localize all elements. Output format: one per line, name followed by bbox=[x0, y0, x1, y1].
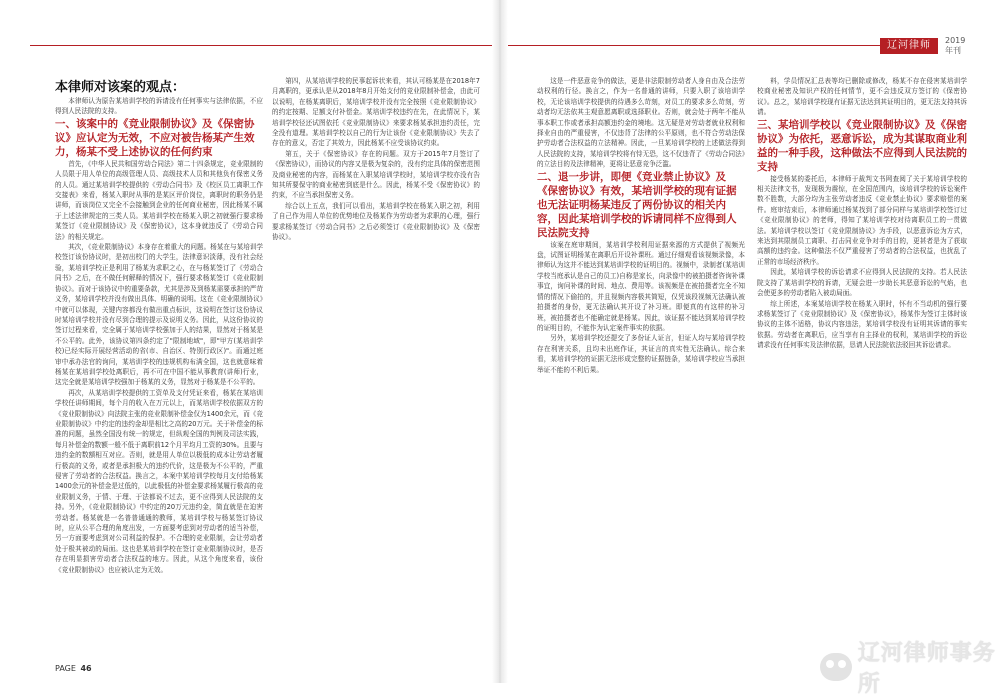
paragraph: 料，学员情况汇总表等均已删除或修改，杨某不存在侵害某培训学校商业秘密及知识产权的任何情节，更不会违反双方签订的《保密协议》。总之，某培训学校现有证据无法达到其证明目的，更无法支持其诉请。 bbox=[757, 77, 967, 117]
column-3 bbox=[537, 76, 745, 658]
column-4 bbox=[757, 76, 967, 628]
paragraph: 其次，《竞业限制协议》本身存在着重大的问题。杨某在与某培训学校签订该份协议时，是初出校门的大学生，法律意识淡薄，没有社会经验，某培训学校正是利用了杨某为求职之心，在与杨某签订了《劳动合同书》之后，在不做任何解释的情况下，强行要求杨某签订《竞业限制协议》。而对于该协议中的重要条款，尤其是涉及到杨某需要承担的严苛义务，某培训学校并没有做出具体、明确的说明。这在《竞业限制协议》中就可以体现，关键内容都没有做出重点标识，这说明在签订这份协议时某培训学校并没有尽到合理的提示及说明义务。因此，从这份协议的签订过程来看，完全属于某培训学校强加于人的结果，显然对于杨某是不公平的。此外，该协议第四条约定了"限制地域"，即"甲方(某培训学校)已经实际开展经营活动的省(市、自治区、特别行政区)"。而通过庭审中承办法官的询问，某培训学校的违规机构布满全国，这也就意味着杨某在某培训学校处离职后，再不可在中国不能从事教育(讲师)行业，这完全就是某培训学校强加于杨某的义务，显然对于杨某是不公平的。 bbox=[55, 243, 263, 387]
issue-label bbox=[945, 36, 965, 56]
page-number bbox=[55, 664, 92, 673]
page-label: PAGE bbox=[55, 664, 76, 673]
paragraph: 因此，某培训学校的诉讼请求不应得到人民法院的支持。若人民法院支持了某培训学校的诉请，无疑会进一步助长其恶意诉讼的气焰，也会使更多的劳动者陷入被动局面。 bbox=[757, 268, 967, 298]
intro-paragraph: 本律师认为原告某培训学校的诉请没有任何事实与法律依据，不应得到人民法院的支持。 bbox=[55, 97, 263, 116]
header-rule-right bbox=[508, 45, 888, 46]
magazine-logo: 辽河律师 bbox=[880, 38, 938, 54]
watermark-text: 辽河律师事务所 bbox=[857, 641, 996, 697]
page-gutter bbox=[492, 0, 508, 683]
watermark bbox=[820, 636, 1000, 698]
paragraph: 另外，某培训学校还提交了多份证人证言，但证人均与某培训学校存在利害关系，且均未出庭作证，其证言的真实性无法确认。综合来看，某培训学校的证据无法形成完整的证据链条，某培训学校应当承担举证不能的不利后果。 bbox=[537, 334, 745, 374]
paragraph: 这是一件恶意竞争的做法，更是非法限制劳动者人身自由及合法劳动权利的行径。换言之，作为一名普通的讲师，只要入职了该培训学校，无论该培训学校提供的待遇多么苛刻，对员工的要求多么苛刻，劳动者均无法依其主观意愿离职或选择职业。否则，就会处于两年不能从事本职工作或者承担高额违约金的境地。这无疑是对劳动者就业权利和择业自由的严重侵害，不仅违背了法律的公平原则，也不符合劳动法保护劳动者合法权益的立法精神。因此，一旦某培训学校的上述做法得到人民法院的支持，某培训学校将有恃无恐，这不仅违背了《劳动合同法》的立法目的及法律精神，更将让恶意竞争泛滥。 bbox=[537, 77, 745, 169]
paragraph: 接受杨某的委托后，本律师于裁判文书网查阅了关于某培训学校的相关法律文书，发现极为震惊，在全国范围内，该培训学校的诉讼案件数不胜数，大部分均为主张劳动者违反《竞业禁止协议》要求赔偿的案件。庭审结束后，本律师通过杨某找到了部分同样与某培训学校签订过《竞业限制协议》的老师，得知了某培训学校对待离职员工的一贯做法。某培训学校以签订《竞业限制协议》为手段，以恶意诉讼为方式，来达到其限制员工离职、打击同业竞争对手的目的，更甚者是为了获取高额的违约金。这种做法不仅严重侵害了劳动者的合法权益，也扰乱了正常的市场经济秩序。 bbox=[757, 174, 967, 266]
column-1 bbox=[55, 96, 263, 658]
paragraph: 第四，从某培训学校的民事起诉状来看，其认可杨某是在2018年7月离职的，更承认是从2018年8月开始支付的竞业限制补偿金，由此可以说明，在杨某离职后，某培训学校并没有完全按照《竞业限制协议》的约定按期、足额支付补偿金。某培训学校违约在先，在此情况下，某培训学校径还试图依托《竞业限制协议》来要求杨某承担违约责任，完全没有道理。某培训学校以自己的行为让该份《竞业限制协议》失去了存在的意义，否定了其效力，因此杨某不应受该协议约束。 bbox=[272, 77, 480, 148]
paragraph: 第五，关于《保密协议》存在的问题。双方于2015年7月签订了《保密协议》，而协议的内容又是极为复杂的，没有约定具体的保密范围及商业秘密的内容，而杨某在入职某培训学校时，某培训学校亦没有告知其所要保守的商业秘密到底是什么。因此，杨某不受《保密协议》的约束，不应当承担保密义务。 bbox=[272, 149, 480, 200]
header-rule-left bbox=[30, 45, 492, 46]
section-heading-1: 一、该案中的《竞业限制协议》及《保密协议》应认定为无效，不应对被告杨某产生效力，杨某不受上述协议的任何约束 bbox=[55, 117, 255, 158]
paragraph: 综合以上五点，我们可以看出，某培训学校在杨某入职之初，利用了自己作为用人单位的优势地位及杨某作为劳动者为求职的心理，强行要求杨某签订《劳动合同书》之后必须签订《竞业限制协议》及《保密协议》。 bbox=[272, 201, 480, 242]
paragraph: 综上所述，本案某培训学校在杨某入职时，怀有不当动机的强行要求杨某签订了《竞业限制协议》及《保密协议》，杨某作为签订主体时该协议的主体不适格，协议内容违法，某培训学校没有证明其诉请的事实依据。劳动者在离职后，应当享有自主择业的权利，某培训学校的诉讼请求没有任何事实及法律依据，恳请人民法院依法驳回其诉讼请求。 bbox=[757, 299, 967, 350]
section-heading-2: 二、退一步讲，即便《竞业禁止协议》及《保密协议》有效，某培训学校的现有证据也无法证明杨某违反了两份协议的相关内容，因此某培训学校的诉请同样不应得到人民法院支持 bbox=[537, 170, 737, 239]
paragraph: 首先，《中华人民共和国劳动合同法》第二十四条规定，竞业限制的人员限于用人单位的高级管理人员、高级技术人员和其他负有保密义务的人员。通过某培训学校提供的《劳动合同书》及《校区员工离职工作交接表》来看，杨某入职时从事的是某区评价岗位，离职时的职务仍是讲师，而该岗位又完全不会接触到企业的任何商业秘密，因此杨某不属于上述法律规定的三类人员。某培训学校在杨某入职之初就强行要求杨某签订《竞业限制协议》及《保密协议》，这本身就违反了《劳动合同法》的相关规定。 bbox=[55, 159, 263, 241]
article-title: 本律师对该案的观点： bbox=[55, 80, 186, 95]
section-heading-3: 三、某培训学校以《竞业限制协议》及《保密协议》为依托，恶意诉讼，成为其谋取商业利益的一种手段，这种做法不应得到人民法院的支持 bbox=[757, 118, 967, 173]
page-number-value: 46 bbox=[80, 664, 92, 673]
issue-year: 2019 bbox=[945, 36, 966, 45]
wechat-icon bbox=[820, 653, 852, 681]
paragraph: 该案在庭审期间，某培训学校利用证据来源的方式提供了视频光盘，试图证明杨某在离职后开设补课班。通过仔细观看该视频录像，本律师认为这并不能达到某培训学校的证明目的。视频中，录制者(某培训学校当庭承认是自己的员工)自称是家长，向录像中的被拍摄者咨询补课事宜，询问补课的时间、地点、费用等。该视频是在被拍摄者完全不知情的情况下偷拍的，并且视频内容极其简短，仅凭该段视频无法确认被拍摄者的身份，更无法确认其开设了补习班。即便真的有这样的补习班，被拍摄者也不能确定就是杨某。因此，该证据不能达到某培训学校的证明目的，不能作为认定案件事实的依据。 bbox=[537, 240, 745, 332]
column-2 bbox=[272, 76, 480, 658]
paragraph: 再次，从某培训学校提供的工资单及支付凭证来看，杨某在某培训学校任讲师期间，每个月的收入在万元以上，而某培训学校依据双方的《竞业限制协议》向法院主张的竞业限制补偿金仅为1400余元，而《竞业限制协议》中约定的违约金却是相比之高的20万元。关于补偿金的标准的问题，虽然全国没有统一的规定，但纵观全国的判例及司法实践，每月补偿金的数额一般不低于离职前12个月平均月工资的30%。且要与违约金的数额相互对应。否则，就是用人单位以极低的成本让劳动者履行极高的义务，或者是承担极大的违约代价，这是极为不公平的，严重侵害了劳动者的合法权益。换言之，本案中某培训学校每月支付给杨某1400余元的补偿金是过低的，以此极低的补偿金要求杨某履行极高的竞业限制义务，于情、于理、于法都说不过去，更不应得到人民法院的支持。另外，《竞业限制协议》中约定的20万元违约金，简直就是在迫害劳动者。杨某就是一名普普通通的教师，某培训学校与杨某签订协议时，应从公平合理的角度出发，一方面要考虑到对劳动者的适当补偿，另一方面要考虑到对公司利益的保护。不合理的竞业限制，会让劳动者处于极其被动的局面。这也是某培训学校在签订竞业限制协议时，是否存在明显损害劳动者合法权益的地方。因此，从这个角度来看，该份《竞业限制协议》也应被认定为无效。 bbox=[55, 388, 263, 574]
issue-name: 年刊 bbox=[945, 46, 961, 55]
